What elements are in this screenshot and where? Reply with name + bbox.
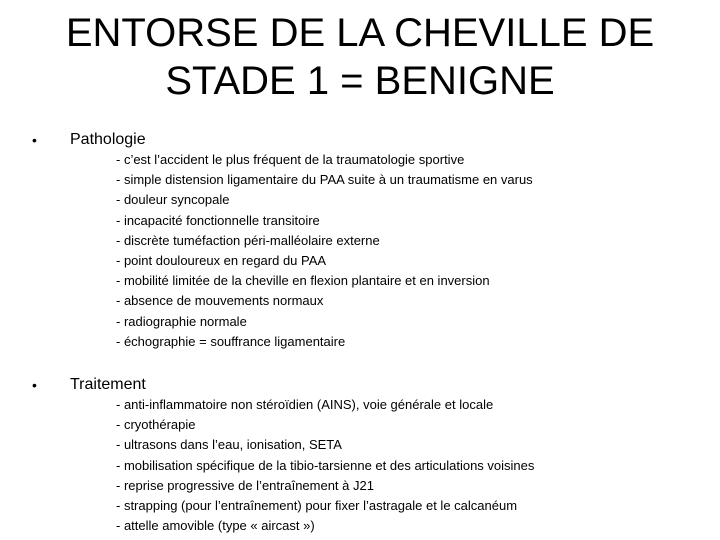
list-item: - mobilité limitée de la cheville en flexion plantaire et en inversion [116, 273, 490, 289]
list-item: - c’est l’accident le plus fréquent de la traumatologie sportive [116, 152, 465, 167]
list-item: - radiographie normale [116, 313, 247, 329]
list-item: - échographie = souffrance ligamentaire [116, 333, 346, 349]
list-item: - attelle amovible (type « aircast ») [116, 518, 315, 534]
section-heading-traitement: Traitement [70, 376, 146, 393]
list-item: - simple distension ligamentaire du PAA suite à un traumatisme en varus [116, 172, 533, 188]
slide-title [0, 9, 720, 105]
list-item: - douleur syncopale [116, 192, 230, 208]
bullet-icon: • [32, 377, 37, 393]
list-item: - absence de mouvements normaux [116, 293, 324, 309]
list-item: - strapping (pour l’entraînement) pour fixer l’astragale et le calcanéum [116, 498, 518, 514]
list-item: - anti-inflammatoire non stéroïdien (AINS), voie générale et locale [116, 397, 494, 412]
traitement-list [116, 395, 534, 536]
list-item: - discrète tuméfaction péri-malléolaire externe [116, 232, 380, 248]
bullet-icon: • [32, 132, 37, 148]
section-heading-pathologie: Pathologie [70, 131, 146, 148]
slide-title-line-1: ENTORSE DE LA CHEVILLE DE [65, 11, 655, 55]
slide-title-line-2: STADE 1 = BENIGNE [165, 59, 555, 103]
list-item: - cryothérapie [116, 417, 196, 433]
list-item: - reprise progressive de l’entraînement à J21 [116, 477, 374, 493]
list-item: - point douloureux en regard du PAA [116, 253, 327, 269]
list-item: - mobilisation spécifique de la tibio-tarsienne et des articulations voisines [116, 457, 535, 473]
pathologie-list [116, 150, 533, 352]
list-item: - incapacité fonctionnelle transitoire [116, 212, 320, 228]
list-item: - ultrasons dans l’eau, ionisation, SETA [116, 437, 342, 453]
